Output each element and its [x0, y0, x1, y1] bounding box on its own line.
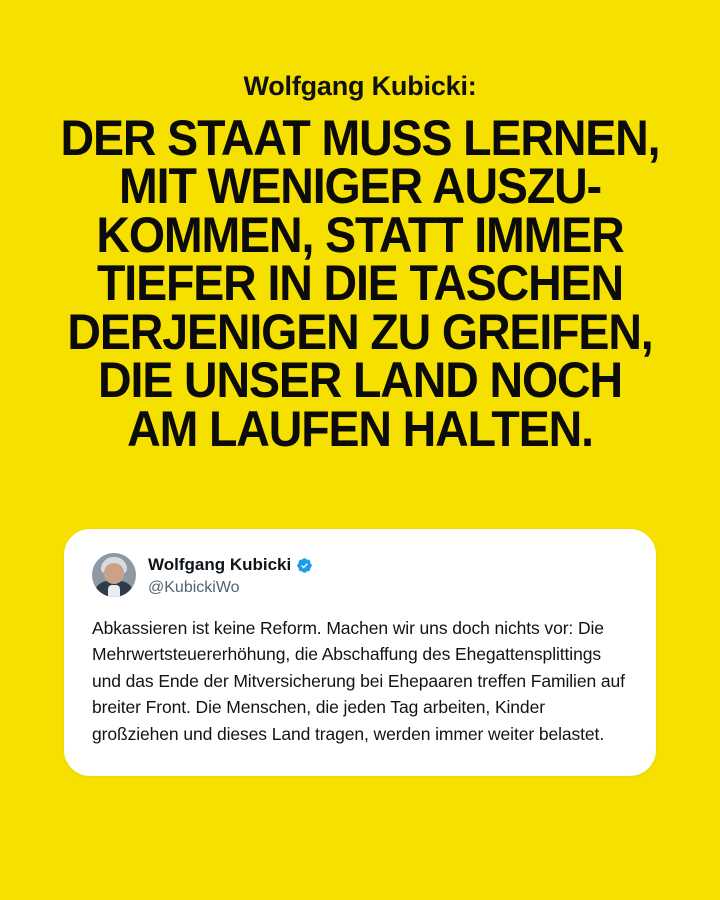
headline-quote-line: DER STAAT MUSS LERNEN,	[60, 109, 660, 166]
avatar-shirt-shape	[108, 585, 120, 597]
headline-quote-line: DERJENIGEN ZU GREIFEN,	[67, 303, 653, 360]
verified-badge-icon	[296, 557, 313, 574]
tweet-header	[92, 553, 628, 599]
headline-quote	[48, 109, 673, 457]
headline-quote-line: KOMMEN, STATT IMMER	[96, 206, 624, 263]
headline-kicker: Wolfgang Kubicki:	[243, 71, 477, 101]
headline-quote-line: MIT WENIGER AUSZU-	[119, 158, 601, 215]
tweet-author-names	[148, 553, 313, 599]
tweet-card[interactable]	[64, 529, 656, 776]
avatar[interactable]	[92, 553, 136, 597]
tweet-handle: @KubickiWo	[148, 579, 240, 597]
headline-quote-line: TIEFER IN DIE TASCHEN	[96, 255, 623, 312]
headline-quote-line: DIE UNSER LAND NOCH	[98, 352, 622, 409]
tweet-text: Abkassieren ist keine Reform. Machen wir uns doch nichts vor: Die Mehrwertsteuererhöhung, die Abschaffung des Ehegattensplittings und das Ende der Mitversicherung bei Ehepaaren treffen Familien auf breiter Front. Die Menschen, die jeden Tag arbeiten, Kinder großziehen und dieses Land tragen, werden immer weiter belastet.	[92, 617, 625, 745]
tweet-body	[92, 615, 628, 748]
tweet-display-name: Wolfgang Kubicki	[148, 555, 292, 574]
tweet-name-row	[148, 554, 313, 576]
headline-quote-line: AM LAUFEN HALTEN.	[127, 400, 593, 457]
avatar-face-shape	[104, 563, 124, 584]
